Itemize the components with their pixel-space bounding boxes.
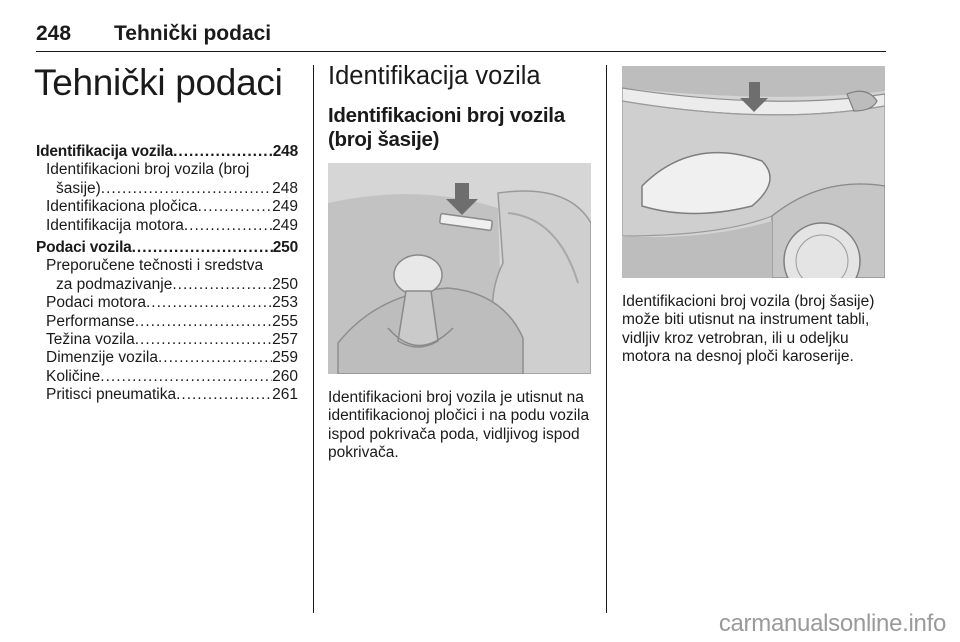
toc-leader-dots [135, 331, 272, 349]
toc-entry-label: Identifikacija motora [46, 216, 184, 234]
caption-floor-vin: Identifikacioni broj vozila je utisnut na identifikacionoj pločici i na podu vozila ispod pokrivača poda, vidljivog ispod pokrivača. [328, 389, 590, 462]
page-header [36, 10, 886, 48]
toc-entry-page: 257 [272, 331, 298, 349]
toc-entry-page: 250 [272, 275, 298, 293]
section-subheading: Identifikacioni broj vozila (broj šasije) [328, 104, 565, 151]
toc-entry-page: 249 [272, 216, 298, 234]
toc-entry[interactable] [36, 349, 298, 367]
toc-entry-label: Podaci vozila [36, 239, 132, 257]
toc-entry[interactable] [36, 198, 298, 216]
toc-entry[interactable] [36, 257, 298, 275]
toc-leader-dots [146, 294, 272, 312]
toc-leader-dots [158, 349, 272, 367]
section-heading: Identifikacija vozila [328, 62, 541, 90]
toc-entry-label: Performanse [46, 312, 135, 330]
toc-entry-label: Dimenzije vozila [46, 349, 158, 367]
toc-entry[interactable] [36, 276, 298, 294]
floor-vin-illustration [328, 163, 591, 374]
toc-entry[interactable] [36, 294, 298, 312]
toc-entry-label: Težina vozila [46, 331, 135, 349]
toc-entry-page: 259 [272, 349, 298, 367]
running-header-title: Tehnički podaci [114, 22, 272, 45]
toc-entry-label: šasije) [56, 179, 101, 197]
table-of-contents [36, 143, 298, 405]
toc-entry-label: za podmazivanje [56, 275, 173, 293]
toc-entry[interactable] [36, 368, 298, 386]
toc-entry-label: Pritisci pneumatika [46, 386, 177, 404]
toc-leader-dots [172, 276, 272, 294]
section-column [328, 62, 592, 152]
toc-entry-page: 253 [272, 294, 298, 312]
toc-entry-label: Identifikacioni broj vozila (broj [46, 161, 250, 179]
toc-leader-dots [184, 217, 272, 235]
chapter-title: Tehnički podaci [34, 62, 283, 103]
toc-entry-label: Identifikacija vozila [36, 143, 174, 160]
toc-leader-dots [173, 143, 273, 161]
toc-section-entry[interactable] [36, 239, 298, 257]
toc-entry[interactable] [36, 313, 298, 331]
toc-entry-page: 249 [272, 198, 298, 216]
toc-entry-page: 248 [272, 143, 298, 160]
toc-entry-page: 248 [272, 179, 298, 197]
toc-entry[interactable] [36, 386, 298, 404]
toc-entry-page: 255 [272, 312, 298, 330]
toc-section-entry[interactable] [36, 143, 298, 161]
toc-entry-page: 261 [272, 386, 298, 404]
toc-leader-dots [100, 368, 272, 386]
footer-watermark: carmanualsonline.info [718, 610, 946, 637]
toc-entry[interactable] [36, 161, 298, 179]
toc-leader-dots [101, 180, 272, 198]
column-divider-left [313, 65, 314, 613]
toc-entry[interactable] [36, 331, 298, 349]
header-rule [36, 51, 886, 52]
toc-entry-label: Količine [46, 367, 101, 385]
toc-entry[interactable] [36, 217, 298, 235]
caption-windshield-vin: Identifikacioni broj vozila (broj šasije) može biti utisnut na instrument tabli, vidljiv kroz vetrobran, ili u odeljku motora na desnoj ploči karoserije. [622, 293, 875, 366]
page-number: 248 [36, 22, 72, 45]
toc-entry-label: Identifikaciona pločica [46, 198, 198, 216]
toc-entry-label: Podaci motora [46, 294, 146, 312]
toc-entry-label: Preporučene tečnosti i sredstva [46, 257, 264, 275]
column-divider-right [606, 65, 607, 613]
toc-entry[interactable] [36, 180, 298, 198]
toc-leader-dots [132, 239, 273, 257]
windshield-vin-illustration [622, 66, 885, 278]
windshield-vin-drawing [622, 66, 885, 278]
floor-vin-drawing [328, 163, 591, 374]
toc-entry-page: 260 [272, 367, 298, 385]
toc-leader-dots [198, 198, 272, 216]
toc-leader-dots [135, 313, 272, 331]
toc-leader-dots [176, 386, 272, 404]
toc-entry-page: 250 [272, 239, 298, 257]
